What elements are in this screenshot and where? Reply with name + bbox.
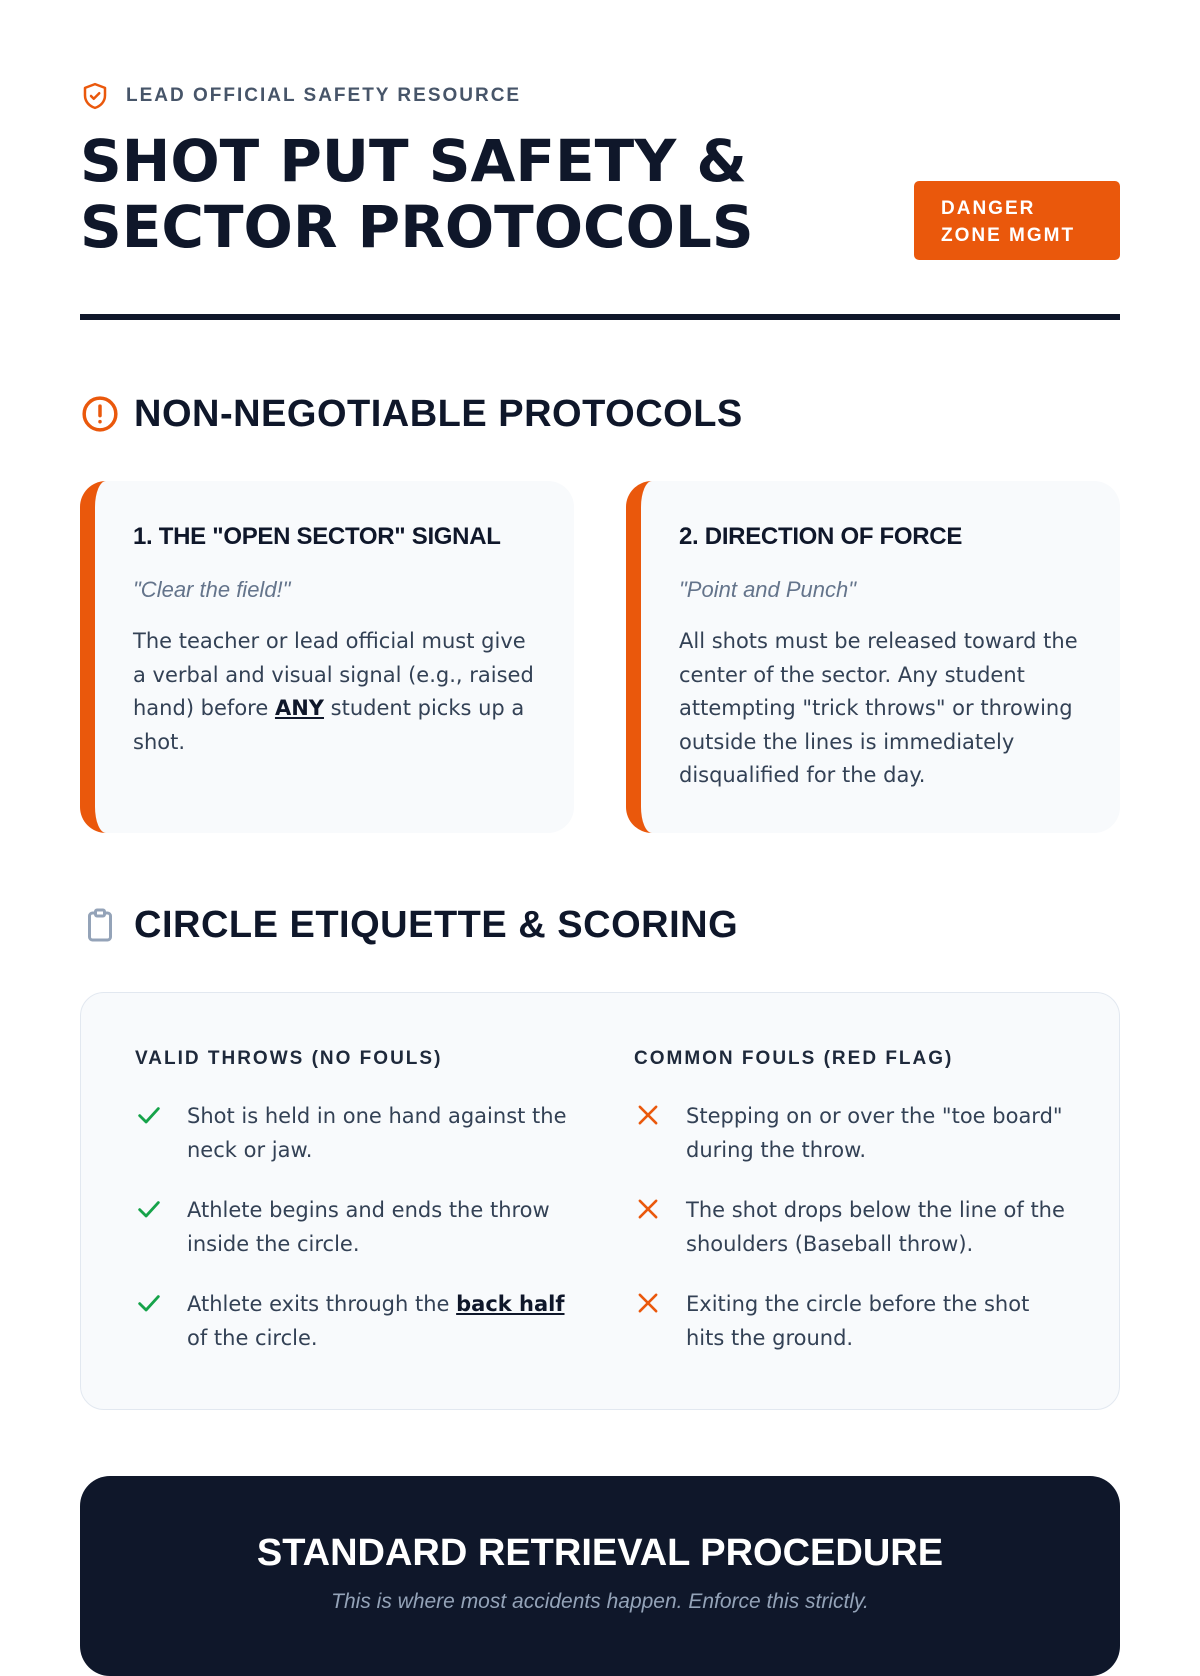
protocol-card-body — [679, 625, 1080, 793]
page-title-line-2: SECTOR PROTOCOLS — [80, 193, 754, 261]
etiquette-heading-text: CIRCLE ETIQUETTE & SCORING — [134, 903, 739, 946]
valid-throws-heading: VALID THROWS (NO FOULS) — [135, 1048, 443, 1069]
list-item-text — [187, 1288, 575, 1355]
text: Stepping on or over the "toe board" during the throw. — [686, 1104, 1063, 1162]
protocol-card-open-sector — [80, 481, 574, 833]
body-text: All shots must be released toward the center of the sector. Any student attempting "trick throws" or throwing outside the lines is immediately disqualified for the day. — [679, 629, 1078, 787]
protocol-card-quote: "Clear the field!" — [133, 577, 291, 602]
common-fouls-column — [634, 1048, 1074, 1382]
valid-throws-list — [135, 1100, 575, 1355]
protocol-card-quote: "Point and Punch" — [679, 577, 857, 602]
protocol-card-title: 1. THE "OPEN SECTOR" SIGNAL — [133, 523, 501, 550]
list-item — [634, 1288, 1074, 1355]
list-item — [135, 1288, 575, 1355]
text: Shot is held in one hand against the neck or jaw. — [187, 1104, 567, 1162]
list-item — [135, 1194, 575, 1261]
valid-throws-column — [135, 1048, 575, 1382]
etiquette-panel — [80, 992, 1120, 1410]
text: Athlete begins and ends the throw inside the circle. — [187, 1198, 550, 1256]
page-title — [80, 128, 840, 260]
common-fouls-list — [634, 1100, 1074, 1355]
check-icon — [135, 1098, 169, 1132]
protocol-card-title: 2. DIRECTION OF FORCE — [679, 523, 963, 550]
eyebrow-label: LEAD OFFICIAL SAFETY RESOURCE — [126, 85, 522, 106]
x-icon — [634, 1286, 668, 1320]
text-emphasis: back half — [456, 1292, 565, 1316]
badge-line-1: DANGER — [941, 198, 1036, 219]
list-item-text — [686, 1194, 1074, 1261]
eyebrow — [80, 80, 521, 112]
retrieval-panel — [80, 1476, 1120, 1676]
clipboard-icon — [80, 905, 120, 945]
alert-circle-icon — [80, 394, 120, 434]
retrieval-subtext: This is where most accidents happen. Enforce this strictly. — [331, 1590, 869, 1613]
protocol-card-direction-of-force — [626, 481, 1120, 833]
list-item-text — [187, 1100, 575, 1167]
header-divider — [80, 314, 1120, 320]
text: Athlete exits through the — [187, 1292, 457, 1316]
page — [80, 0, 1120, 1613]
body-emphasis: ANY — [274, 696, 324, 720]
protocol-card-body — [133, 625, 534, 759]
list-item-text — [187, 1194, 575, 1261]
text: of the circle. — [187, 1325, 318, 1350]
protocols-heading — [80, 392, 743, 436]
etiquette-heading — [80, 903, 738, 947]
check-icon — [135, 1192, 169, 1226]
list-item — [634, 1100, 1074, 1167]
x-icon — [634, 1098, 668, 1132]
x-icon — [634, 1192, 668, 1226]
text: The shot drops below the line of the shoulders (Baseball throw). — [686, 1198, 1065, 1256]
body-text: student picks up a shot. — [133, 696, 525, 754]
shield-check-icon — [80, 80, 112, 112]
retrieval-heading: STANDARD RETRIEVAL PROCEDURE — [256, 1532, 944, 1574]
list-item — [634, 1194, 1074, 1261]
list-item — [135, 1100, 575, 1167]
body-text: The teacher or lead official must give a verbal and visual signal (e.g., raised hand) before — [133, 629, 534, 720]
page-title-line-1: SHOT PUT SAFETY & — [80, 127, 747, 195]
badge-line-2: ZONE MGMT — [941, 225, 1076, 246]
danger-zone-badge — [914, 181, 1120, 260]
protocols-heading-text: NON-NEGOTIABLE PROTOCOLS — [134, 392, 743, 435]
list-item-text — [686, 1100, 1074, 1167]
check-icon — [135, 1286, 169, 1320]
common-fouls-heading: COMMON FOULS (RED FLAG) — [634, 1048, 954, 1069]
list-item-text — [686, 1288, 1074, 1355]
text: Exiting the circle before the shot hits the ground. — [686, 1292, 1030, 1350]
